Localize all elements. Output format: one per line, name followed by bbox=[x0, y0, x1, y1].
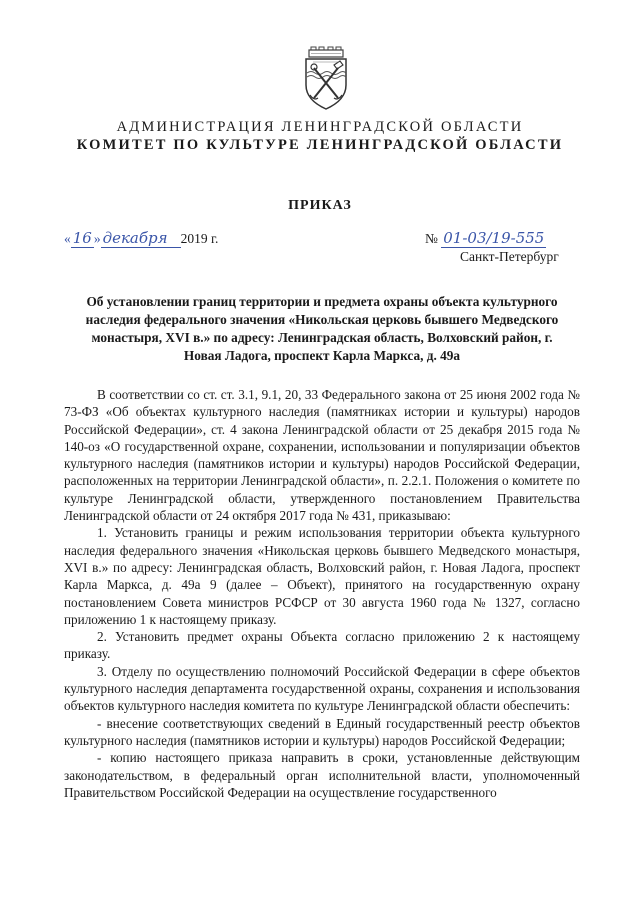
document-type: ПРИКАЗ bbox=[288, 198, 352, 213]
paragraph-subitem-2: - копию настоящего приказа направить в сроки, установленные действующим законодательством, в федеральный орган исполнительной власти, уполномоченный Правительством Российской Федерации на осуществление государственного bbox=[64, 750, 580, 800]
date-month: декабря bbox=[101, 229, 181, 248]
document-city: Санкт-Петербург bbox=[460, 249, 559, 264]
paragraph-preamble: В соответствии со ст. ст. 3.1, 9.1, 20, 33 Федерального закона от 25 июня 2002 года № 73-ФЗ «Об объектах культурного наследия (памятниках истории и культуры) народов Российской Федерации», ст. 4 закона Ленинградской области от 25 декабря 2015 года № 140-оз «О государственной охране, сохранении, использовании и популяризации объектов культурного наследия (памятников истории и культуры) народов Российской Федерации, расположенных на территории Ленинградской области», п. 2.2.1. Положения о комитете по культуре Ленинградской области, утвержденного постановлением Правительства Ленинградской области от 24 октября 2017 года № 431, приказываю: bbox=[64, 387, 580, 524]
number-value: 01-03/19-555 bbox=[443, 229, 545, 247]
document-title: Об установлении границ территории и предмета охраны объекта культурного наследия федерального значения «Никольская церковь бывшего Медведского монастыря, XVI в.» по адресу: Ленинградская область, Волховский район, г. Новая Ладога, проспект Карла Маркса, д. 49а bbox=[85, 294, 559, 363]
organization-line-1: АДМИНИСТРАЦИЯ ЛЕНИНГРАДСКОЙ ОБЛАСТИ bbox=[116, 119, 524, 135]
paragraph-item-3: 3. Отделу по осуществлению полномочий Российской Федерации в сфере объектов культурного наследия департамента государственной охраны, сохранения и использования объектов культурного наследия комитета по культуре Ленинградской области обеспечить: bbox=[64, 663, 580, 714]
number-prefix: № bbox=[425, 231, 438, 246]
paragraph-item-1: 1. Установить границы и режим использования территории объекта культурного наследия федерального значения «Никольская церковь бывшего Медведского монастыря, XVI в.» по адресу: Ленинградская область, Волховский район, г. Новая Ладога, проспект Карла Маркса, д. 49а 9 (далее – Объект), принятого на государственную охрану постановлением Совета министров РСФСР от 30 августа 1960 года № 1327, согласно приложению 1 к настоящему приказу. bbox=[64, 525, 580, 627]
document-number bbox=[425, 229, 546, 248]
date-day: 16 bbox=[72, 229, 92, 247]
quote-close: » bbox=[93, 231, 101, 246]
coat-of-arms-icon bbox=[301, 46, 351, 112]
document-date bbox=[64, 229, 218, 248]
paragraph-item-2: 2. Установить предмет охраны Объекта согласно приложению 2 к настоящему приказу. bbox=[64, 629, 580, 662]
quote-open: « bbox=[64, 231, 71, 246]
document-body bbox=[64, 386, 580, 801]
date-year: 2019 г. bbox=[180, 231, 219, 246]
paragraph-subitem-1: - внесение соответствующих сведений в Единый государственный реестр объектов культурного наследия (памятников истории и культуры) народов Российской Федерации; bbox=[64, 715, 580, 748]
organization-line-2: КОМИТЕТ ПО КУЛЬТУРЕ ЛЕНИНГРАДСКОЙ ОБЛАСТИ bbox=[76, 137, 564, 153]
